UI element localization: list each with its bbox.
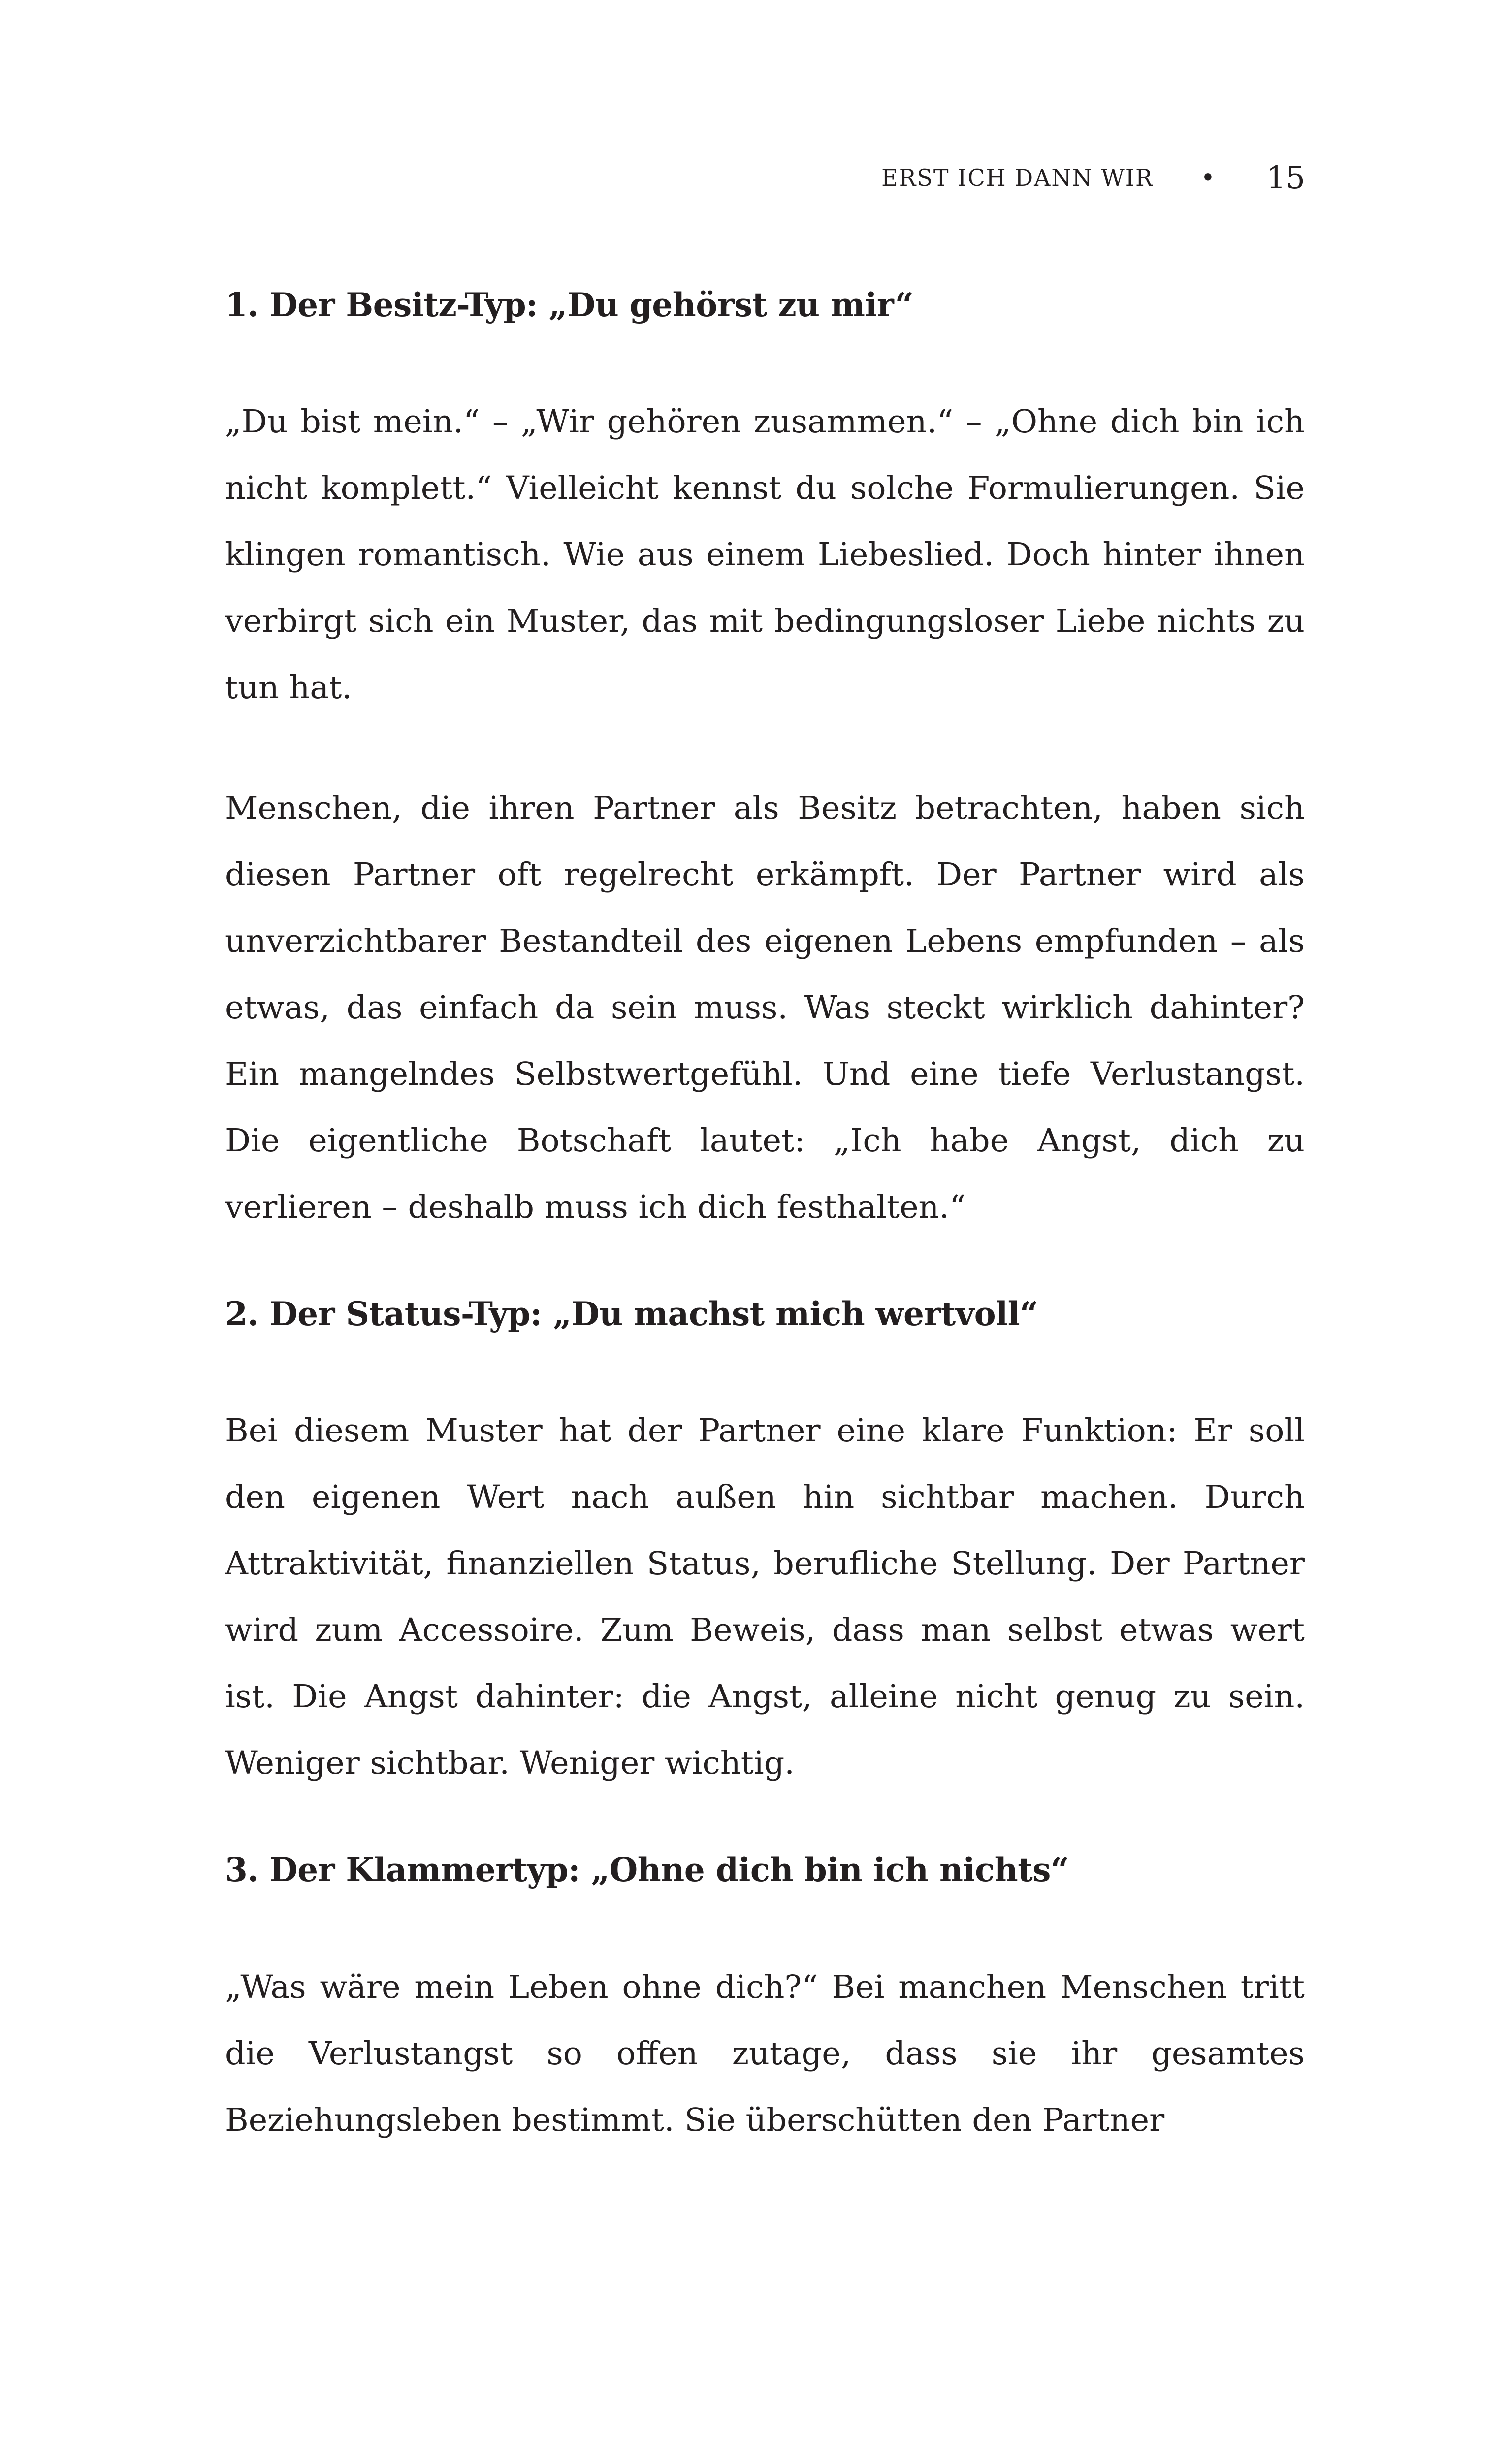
paragraph: „Du bist mein.“ – „Wir gehören zusammen.“ – „Ohne dich bin ich nicht komplett.“ Vielleicht kennst du solche Formulierungen. Sie klingen romantisch. Wie aus einem Liebeslied. Doch hinter ihnen verbirgt sich ein Muster, das mit bedingungsloser Liebe nichts zu tun hat. (225, 403, 1305, 707)
paragraph: Menschen, die ihren Partner als Besitz betrachten, haben sich diesen Partner oft regelrecht erkämpft. Der Partner wird als unverzichtbarer Bestandteil des eigenen Lebens empfunden – als etwas, das einfach da sein muss. Was steckt wirklich dahinter? Ein mangelndes Selbstwertgefühl. Und eine tiefe Verlustangst. Die eigentliche Botschaft lautet: „Ich habe Angst, dich zu verlieren – deshalb muss ich dich festhalten.“ (225, 790, 1305, 1226)
running-title: ERST ICH DANN WIR (881, 164, 1154, 191)
section-heading-klammertyp: 3. Der Klammertyp: „Ohne dich bin ich nichts“ (225, 1851, 1069, 1889)
running-header (881, 160, 1305, 195)
paragraph: Bei diesem Muster hat der Partner eine klare Funktion: Er soll den eigenen Wert nach außen hin sichtbar machen. Durch Attraktivität, finanziellen Status, berufliche Stellung. Der Partner wird zum Accessoire. Zum Beweis, dass man selbst etwas wert ist. Die Angst dahinter: die Angst, alleine nicht genug zu sein. Weniger sichtbar. Weniger wichtig. (225, 1412, 1305, 1782)
bullet-separator: • (1200, 163, 1216, 192)
page-number: 15 (1266, 160, 1305, 195)
section-heading-status-typ: 2. Der Status-Typ: „Du machst mich wertvoll“ (225, 1295, 1038, 1334)
section-heading-besitz-typ: 1. Der Besitz-Typ: „Du gehörst zu mir“ (225, 286, 914, 324)
paragraph: „Was wäre mein Leben ohne dich?“ Bei manchen Menschen tritt die Verlustangst so offen zutage, dass sie ihr gesamtes Beziehungsleben bestimmt. Sie überschütten den Partner (225, 1968, 1305, 2139)
page-body (225, 286, 1305, 2153)
